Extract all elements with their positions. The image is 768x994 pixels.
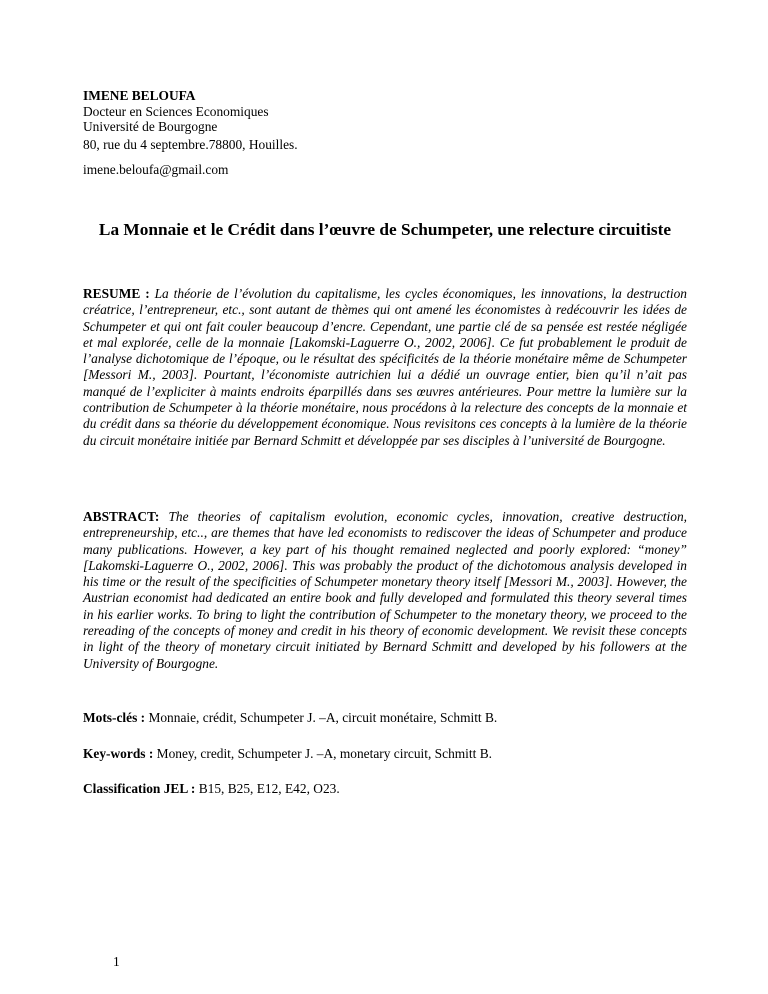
resume-text: La théorie de l’évolution du capitalisme, les cycles économiques, les innovations, la destruction créatrice, l’entrepreneur, etc., sont autant de thèmes qui ont amené les économistes à redécouvrir les idées de Schumpeter et qui ont fait couler beaucoup d’encre. Cependant, une partie clé de sa pensée est restée négligée et mal explorée, celle de la monnaie [Lakomski-Laguerre O., 2002, 2006]. Ce fut probablement le produit de l’analyse dichotomique de l’époque, ou le résultat des spécificités de la théorie monétaire même de Schumpeter [Messori M., 2003]. Pourtant, l’économiste autrichien lui a dédié un ouvrage entier, bien qu’il n’ait pas manqué de l’expliciter à maints endroits éparpillés dans ses œuvres antérieures. Pour mettre la lumière sur la contribution de Schumpeter à la théorie monétaire, nous procédons à la relecture des concepts de la monnaie et du crédit dans sa théorie du développement économique. Nous revisitons ces concepts à la lumière de la théorie du circuit monétaire initiée par Bernard Schmitt et développée par ses disciples à l’université de Bourgogne.: [83, 286, 687, 448]
keywords-fr-label: Mots-clés :: [83, 710, 146, 725]
keywords-en-label: Key-words :: [83, 746, 154, 761]
page-number: 1: [113, 954, 120, 969]
author-degree: Docteur en Sciences Economiques: [83, 103, 269, 119]
jel-classification: [83, 781, 340, 797]
keywords-en-text: Money, credit, Schumpeter J. –A, monetary circuit, Schmitt B.: [156, 746, 492, 761]
abstract-label: ABSTRACT:: [83, 509, 160, 524]
keywords-fr: [83, 710, 497, 726]
abstract-paragraph: [83, 509, 687, 672]
author-address: 80, rue du 4 septembre.78800, Houilles.: [83, 137, 298, 152]
paper-title: La Monnaie et le Crédit dans l’œuvre de Schumpeter, une relecture circuitiste: [98, 220, 672, 239]
author-name: IMENE BELOUFA: [83, 88, 196, 103]
jel-label: Classification JEL :: [83, 781, 196, 796]
author-block: [83, 88, 269, 135]
resume-label: RESUME :: [83, 286, 150, 301]
keywords-fr-text: Monnaie, crédit, Schumpeter J. –A, circuit monétaire, Schmitt B.: [148, 710, 498, 725]
resume-paragraph: [83, 286, 687, 449]
author-email: imene.beloufa@gmail.com: [83, 162, 229, 177]
jel-codes: B15, B25, E12, E42, O23.: [198, 781, 340, 796]
abstract-text: The theories of capitalism evolution, economic cycles, innovation, creative destruction, entrepreneurship, etc.., are themes that have led economists to rediscover the ideas of Schumpeter and produce many publications. However, a key part of his thought remained neglected and poorly explored: “money” [Lakomski-Laguerre O., 2002, 2006]. This was probably the product of the dichotomous analysis developed in his time or the result of the specificities of Schumpeter monetary theory itself [Messori M., 2003]. However, the Austrian economist had dedicated an entire book and fully developed and formulated this theory several times in his earlier works. To bring to light the contribution of Schumpeter to the monetary theory, we proceed to the rereading of the concepts of money and credit in his theory of economic development. We revisit these concepts in light of the theory of monetary circuit initiated by Bernard Schmitt and developed by his followers at the University of Bourgogne.: [83, 509, 687, 671]
keywords-en: [83, 746, 492, 762]
author-university: Université de Bourgogne: [83, 119, 218, 134]
